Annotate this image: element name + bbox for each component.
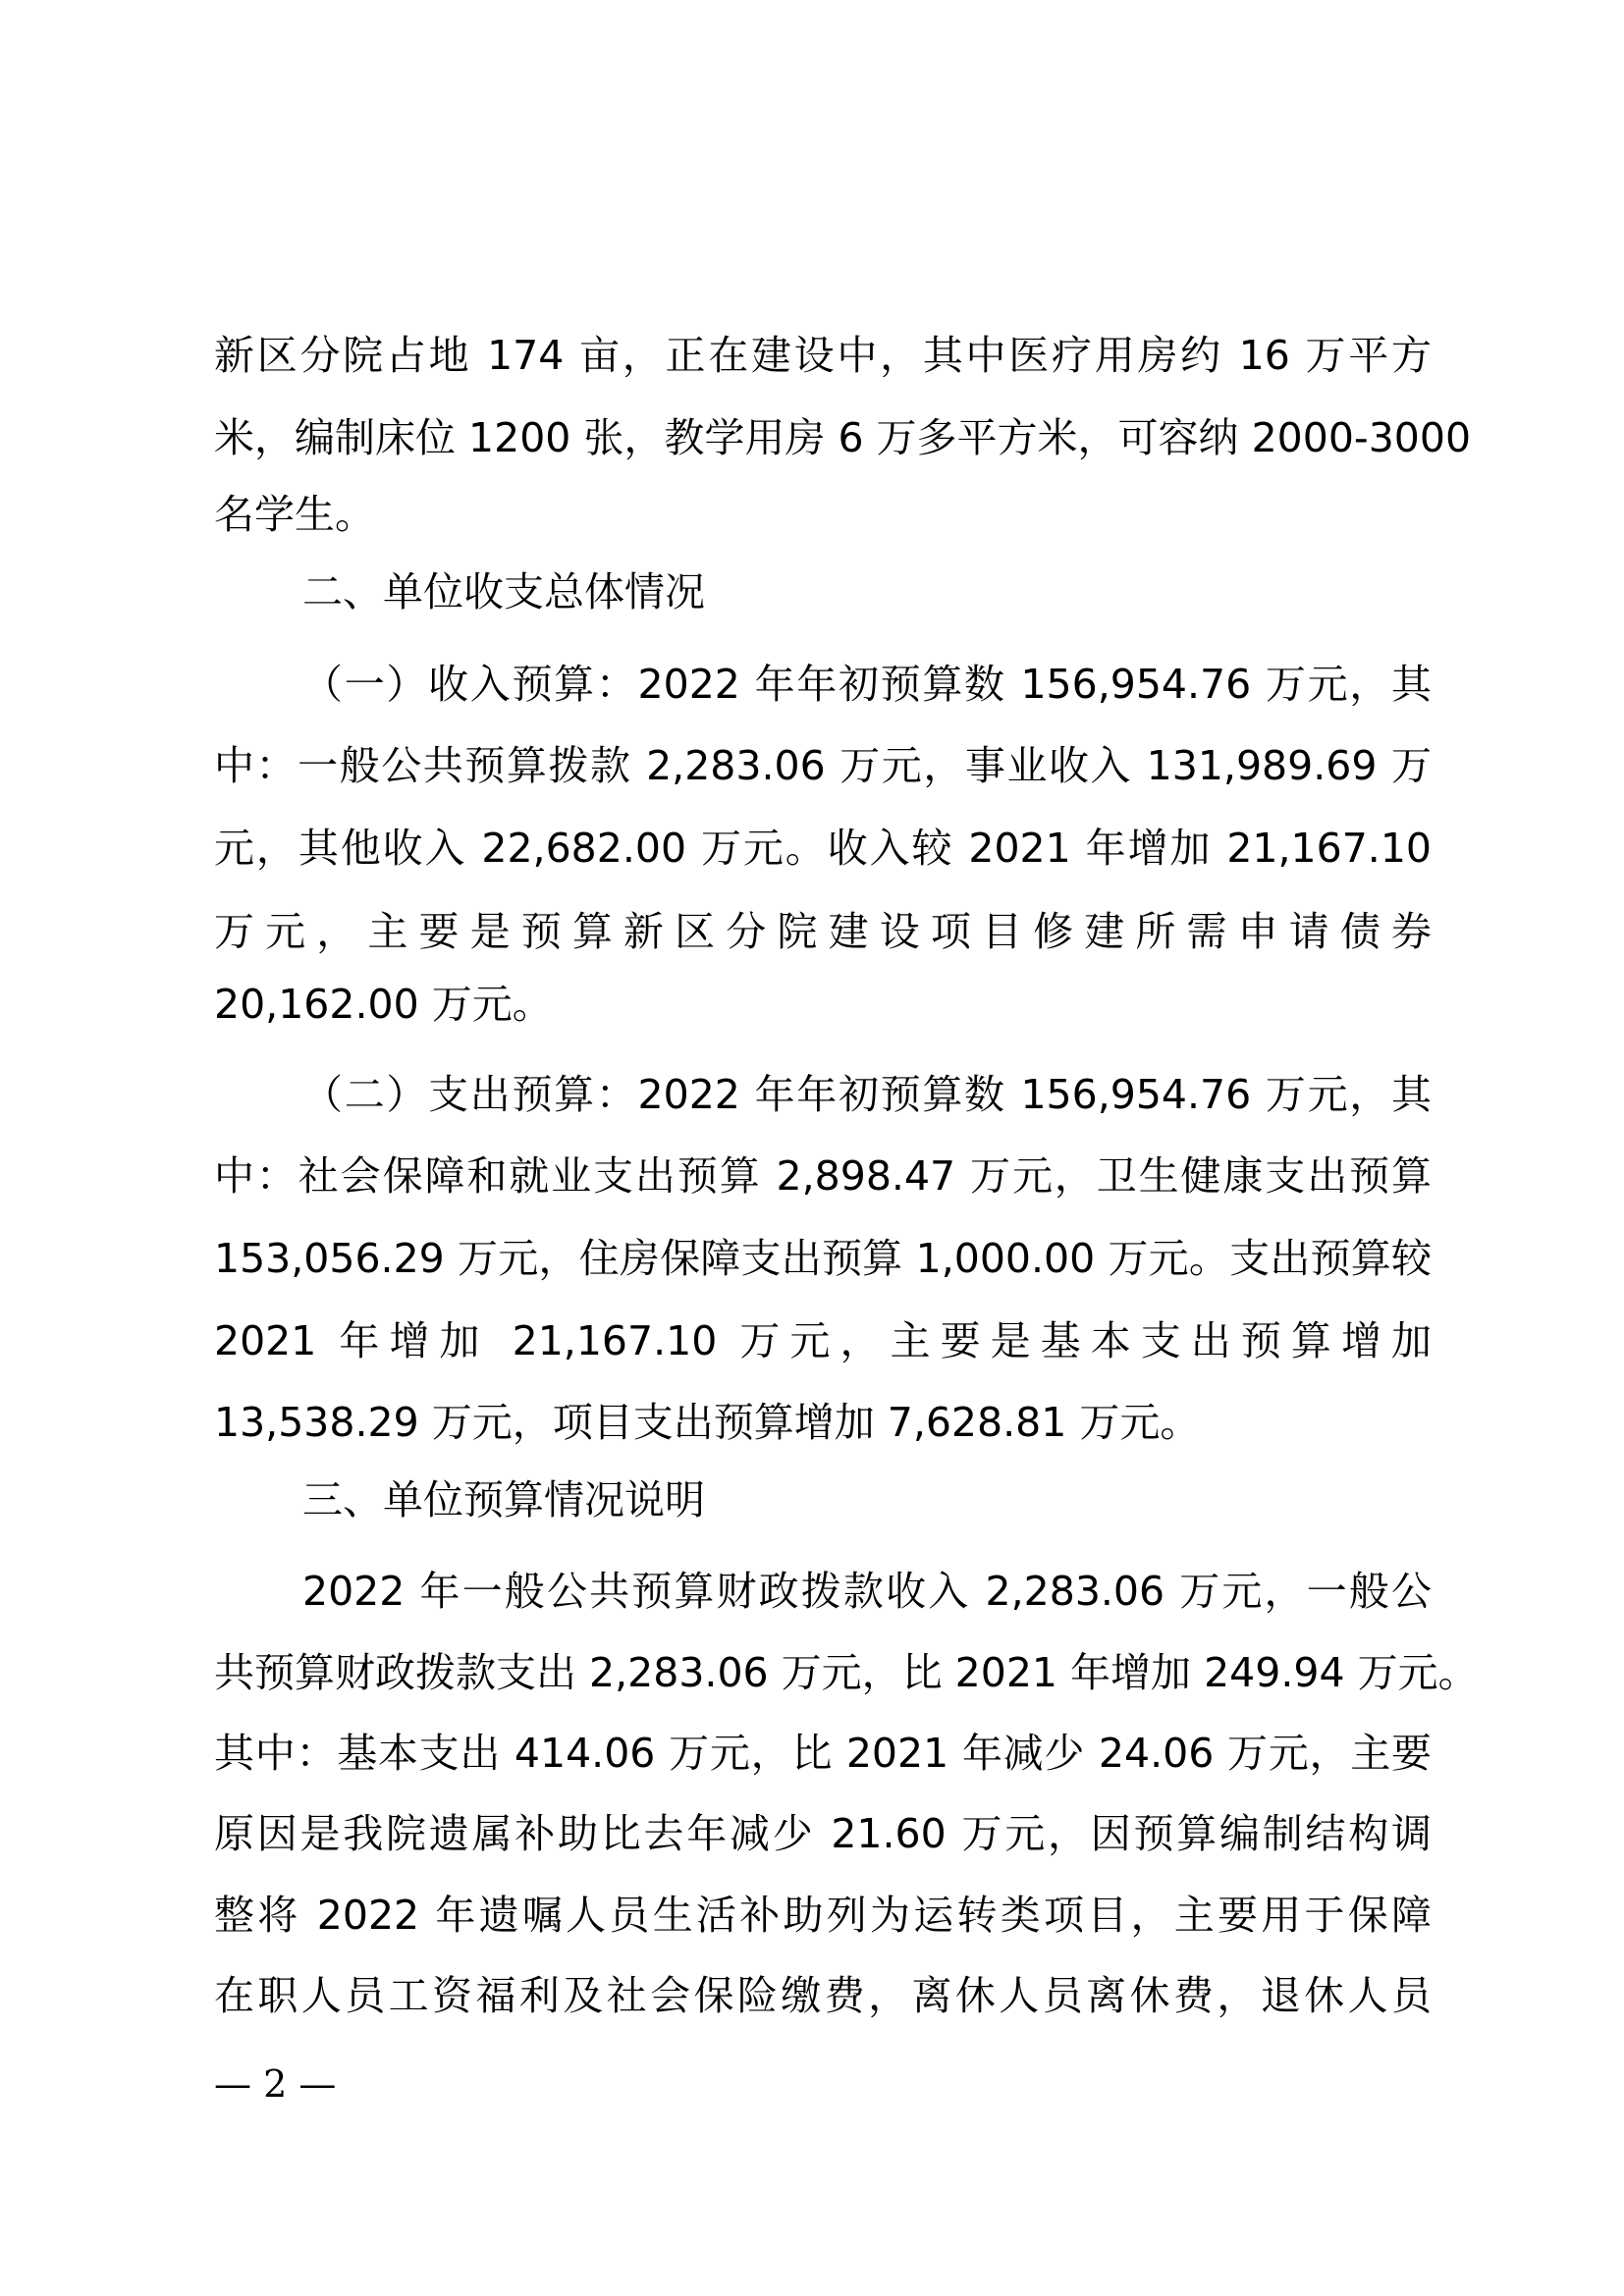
budget-paragraph-line-2: 共预算财政拨款支出 2,283.06 万元，比 2021 年增加 249.94 万元。 xyxy=(214,1649,1479,1696)
section-heading-2: 二、单位收支总体情况 xyxy=(302,568,705,615)
budget-paragraph-line-5: 整将 2022 年遗嘱人员生活补助列为运转类项目，主要用于保障 xyxy=(214,1892,1432,1939)
expense-paragraph-line-3: 153,056.29 万元，住房保障支出预算 1,000.00 万元。支出预算较 xyxy=(214,1235,1432,1282)
section-heading-3: 三、单位预算情况说明 xyxy=(302,1476,705,1523)
page-number: — 2 — xyxy=(214,2062,337,2106)
expense-paragraph-line-2: 中：社会保障和就业支出预算 2,898.47 万元，卫生健康支出预算 xyxy=(214,1152,1432,1200)
expense-paragraph-line-5: 13,538.29 万元，项目支出预算增加 7,628.81 万元。 xyxy=(214,1399,1201,1446)
income-paragraph-line-5: 20,162.00 万元。 xyxy=(214,981,553,1028)
expense-paragraph-line-1: （二）支出预算：2022 年年初预算数 156,954.76 万元，其 xyxy=(302,1071,1432,1118)
income-paragraph-line-4: 万元，主要是预算新区分院建设项目修建所需申请债券 xyxy=(214,908,1432,955)
income-paragraph-line-3: 元，其他收入 22,682.00 万元。收入较 2021 年增加 21,167.10 xyxy=(214,825,1432,872)
paragraph-line-2: 米，编制床位 1200 张，教学用房 6 万多平方米，可容纳 2000-3000 xyxy=(214,414,1472,461)
budget-paragraph-line-1: 2022 年一般公共预算财政拨款收入 2,283.06 万元，一般公 xyxy=(302,1568,1432,1615)
budget-paragraph-line-3: 其中：基本支出 414.06 万元，比 2021 年减少 24.06 万元，主要 xyxy=(214,1730,1432,1777)
paragraph-line-1: 新区分院占地 174 亩，正在建设中，其中医疗用房约 16 万平方 xyxy=(214,332,1432,379)
budget-paragraph-line-4: 原因是我院遗属补助比去年减少 21.60 万元，因预算编制结构调 xyxy=(214,1810,1432,1857)
budget-paragraph-line-6: 在职人员工资福利及社会保险缴费，离休人员离休费，退休人员 xyxy=(214,1972,1432,2019)
paragraph-line-3: 名学生。 xyxy=(214,491,375,538)
income-paragraph-line-1: （一）收入预算：2022 年年初预算数 156,954.76 万元，其 xyxy=(302,661,1432,708)
expense-paragraph-line-4: 2021 年增加 21,167.10 万元，主要是基本支出预算增加 xyxy=(214,1317,1432,1364)
income-paragraph-line-2: 中：一般公共预算拨款 2,283.06 万元，事业收入 131,989.69 万 xyxy=(214,742,1432,789)
